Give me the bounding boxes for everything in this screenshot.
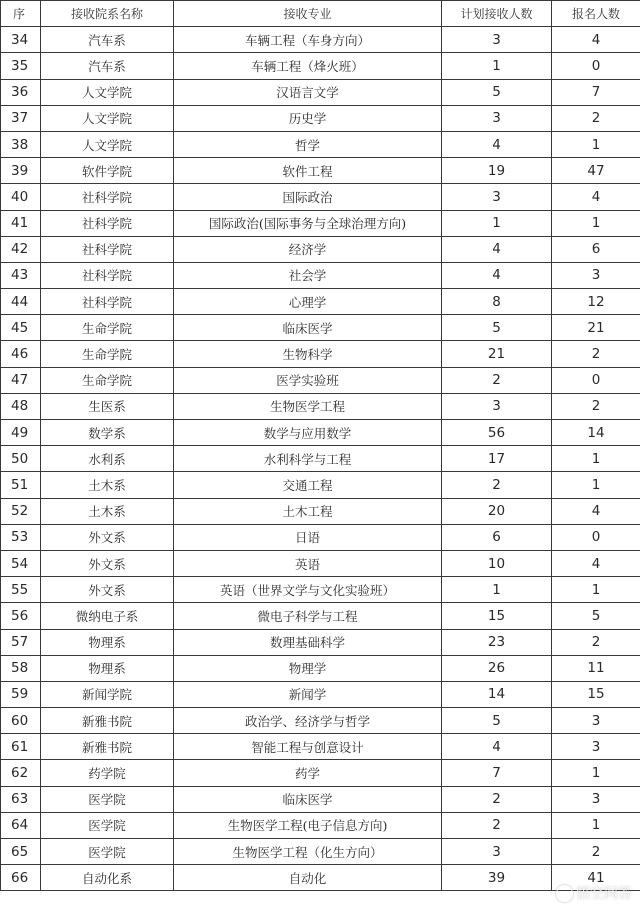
cell-major: 国际政治(国际事务与全球治理方向) [174,210,442,236]
cell-major: 汉语言文学 [174,79,442,105]
cell-seq: 38 [1,131,41,157]
cell-seq: 55 [1,577,41,603]
cell-plan: 1 [442,577,552,603]
cell-seq: 61 [1,734,41,760]
cell-dept: 新雅书院 [41,708,174,734]
cell-seq: 48 [1,393,41,419]
table-row [1,420,640,446]
cell-seq: 50 [1,446,41,472]
cell-dept: 水利系 [41,446,174,472]
cell-dept: 生命学院 [41,367,174,393]
cell-major: 政治学、经济学与哲学 [174,708,442,734]
cell-applicants: 2 [552,629,640,655]
cell-plan: 2 [442,812,552,838]
cell-plan: 7 [442,760,552,786]
cell-dept: 生医系 [41,393,174,419]
cell-applicants: 7 [552,79,640,105]
cell-applicants: 1 [552,210,640,236]
cell-plan: 2 [442,367,552,393]
cell-plan: 4 [442,131,552,157]
cell-major: 历史学 [174,105,442,131]
cell-major: 生物医学工程(电子信息方向) [174,812,442,838]
cell-applicants: 3 [552,262,640,288]
cell-plan: 39 [442,865,552,891]
table-row [1,53,640,79]
cell-applicants: 11 [552,655,640,681]
cell-major: 经济学 [174,236,442,262]
table-row [1,131,640,157]
table-row [1,550,640,576]
cell-seq: 65 [1,839,41,865]
cell-major: 医学实验班 [174,367,442,393]
table-row [1,210,640,236]
cell-seq: 47 [1,367,41,393]
cell-plan: 3 [442,393,552,419]
table-row [1,786,640,812]
table-row [1,184,640,210]
table-row [1,446,640,472]
cell-dept: 人文学院 [41,131,174,157]
table-row [1,341,640,367]
cell-dept: 微纳电子系 [41,603,174,629]
cell-applicants: 21 [552,315,640,341]
cell-seq: 43 [1,262,41,288]
cell-major: 微电子科学与工程 [174,603,442,629]
table-row [1,79,640,105]
table-row [1,865,640,891]
cell-major: 临床医学 [174,786,442,812]
cell-applicants: 1 [552,812,640,838]
cell-plan: 56 [442,420,552,446]
cell-seq: 42 [1,236,41,262]
wukong-logo-icon [556,885,573,902]
cell-applicants: 0 [552,53,640,79]
cell-major: 日语 [174,524,442,550]
cell-plan: 23 [442,629,552,655]
cell-seq: 52 [1,498,41,524]
watermark [556,883,632,903]
watermark-text: 悟空问答 [576,886,632,902]
cell-plan: 1 [442,210,552,236]
cell-applicants: 41 [552,865,640,891]
table-row [1,524,640,550]
cell-dept: 自动化系 [41,865,174,891]
cell-seq: 53 [1,524,41,550]
cell-applicants: 6 [552,236,640,262]
cell-dept: 医学院 [41,839,174,865]
cell-major: 生物医学工程 [174,393,442,419]
cell-major: 新闻学 [174,681,442,707]
table-row [1,236,640,262]
table-row [1,839,640,865]
cell-major: 交通工程 [174,472,442,498]
cell-seq: 36 [1,79,41,105]
cell-plan: 5 [442,708,552,734]
cell-seq: 60 [1,708,41,734]
cell-dept: 药学院 [41,760,174,786]
table-body [1,27,640,891]
cell-plan: 5 [442,79,552,105]
cell-plan: 2 [442,786,552,812]
header-seq: 序 [1,1,41,27]
cell-seq: 45 [1,315,41,341]
table-row [1,262,640,288]
cell-seq: 51 [1,472,41,498]
cell-applicants: 14 [552,420,640,446]
cell-plan: 4 [442,262,552,288]
cell-dept: 外文系 [41,577,174,603]
cell-plan: 4 [442,236,552,262]
cell-seq: 57 [1,629,41,655]
cell-dept: 土木系 [41,498,174,524]
cell-dept: 土木系 [41,472,174,498]
table-row [1,27,640,53]
table-row [1,734,640,760]
cell-applicants: 0 [552,367,640,393]
cell-applicants: 1 [552,446,640,472]
cell-major: 软件工程 [174,158,442,184]
cell-plan: 14 [442,681,552,707]
table-row [1,289,640,315]
cell-plan: 10 [442,550,552,576]
header-dept: 接收院系名称 [41,1,174,27]
cell-dept: 新雅书院 [41,734,174,760]
cell-major: 数理基础科学 [174,629,442,655]
cell-major: 英语 [174,550,442,576]
table-row [1,655,640,681]
cell-dept: 人文学院 [41,79,174,105]
cell-dept: 社科学院 [41,184,174,210]
cell-applicants: 3 [552,734,640,760]
cell-major: 车辆工程（烽火班） [174,53,442,79]
cell-applicants: 4 [552,27,640,53]
cell-applicants: 3 [552,786,640,812]
cell-dept: 软件学院 [41,158,174,184]
table-row [1,708,640,734]
header-major: 接收专业 [174,1,442,27]
cell-dept: 外文系 [41,524,174,550]
cell-seq: 58 [1,655,41,681]
cell-applicants: 15 [552,681,640,707]
cell-dept: 新闻学院 [41,681,174,707]
cell-major: 土木工程 [174,498,442,524]
table-row [1,603,640,629]
cell-applicants: 2 [552,341,640,367]
cell-dept: 医学院 [41,786,174,812]
cell-plan: 1 [442,53,552,79]
cell-major: 自动化 [174,865,442,891]
cell-applicants: 2 [552,393,640,419]
table-row [1,498,640,524]
cell-seq: 39 [1,158,41,184]
cell-dept: 人文学院 [41,105,174,131]
cell-major: 数学与应用数学 [174,420,442,446]
cell-major: 国际政治 [174,184,442,210]
cell-plan: 3 [442,105,552,131]
cell-plan: 5 [442,315,552,341]
cell-seq: 64 [1,812,41,838]
cell-plan: 2 [442,472,552,498]
cell-seq: 56 [1,603,41,629]
header-applicants: 报名人数 [552,1,640,27]
cell-applicants: 5 [552,603,640,629]
table-row [1,105,640,131]
cell-seq: 34 [1,27,41,53]
cell-applicants: 1 [552,760,640,786]
cell-major: 智能工程与创意设计 [174,734,442,760]
cell-dept: 数学系 [41,420,174,446]
table-row [1,367,640,393]
cell-seq: 46 [1,341,41,367]
table-row [1,393,640,419]
cell-applicants: 1 [552,472,640,498]
cell-major: 车辆工程（车身方向） [174,27,442,53]
cell-dept: 社科学院 [41,262,174,288]
cell-seq: 49 [1,420,41,446]
cell-dept: 社科学院 [41,210,174,236]
cell-seq: 66 [1,865,41,891]
table-row [1,681,640,707]
cell-dept: 物理系 [41,655,174,681]
table-row [1,472,640,498]
table-row [1,629,640,655]
cell-major: 水利科学与工程 [174,446,442,472]
table-row [1,812,640,838]
cell-major: 生物科学 [174,341,442,367]
table-header-row [1,1,640,27]
cell-applicants: 1 [552,577,640,603]
cell-applicants: 4 [552,498,640,524]
cell-plan: 20 [442,498,552,524]
cell-seq: 40 [1,184,41,210]
cell-major: 心理学 [174,289,442,315]
table-row [1,158,640,184]
cell-dept: 医学院 [41,812,174,838]
table-row [1,577,640,603]
cell-applicants: 0 [552,524,640,550]
cell-major: 药学 [174,760,442,786]
cell-plan: 17 [442,446,552,472]
cell-dept: 外文系 [41,550,174,576]
cell-major: 英语（世界文学与文化实验班） [174,577,442,603]
cell-seq: 59 [1,681,41,707]
cell-seq: 62 [1,760,41,786]
cell-seq: 37 [1,105,41,131]
table-row [1,760,640,786]
cell-plan: 21 [442,341,552,367]
cell-major: 物理学 [174,655,442,681]
cell-dept: 社科学院 [41,289,174,315]
cell-dept: 汽车系 [41,27,174,53]
cell-plan: 15 [442,603,552,629]
header-plan: 计划接收人数 [442,1,552,27]
table-row [1,315,640,341]
cell-major: 社会学 [174,262,442,288]
cell-plan: 4 [442,734,552,760]
cell-seq: 35 [1,53,41,79]
cell-dept: 社科学院 [41,236,174,262]
cell-seq: 44 [1,289,41,315]
cell-major: 生物医学工程（化生方向） [174,839,442,865]
cell-major: 临床医学 [174,315,442,341]
cell-applicants: 47 [552,158,640,184]
cell-plan: 26 [442,655,552,681]
cell-seq: 41 [1,210,41,236]
cell-plan: 19 [442,158,552,184]
cell-dept: 物理系 [41,629,174,655]
cell-dept: 生命学院 [41,315,174,341]
cell-dept: 汽车系 [41,53,174,79]
cell-applicants: 12 [552,289,640,315]
cell-dept: 生命学院 [41,341,174,367]
cell-plan: 3 [442,839,552,865]
cell-plan: 6 [442,524,552,550]
cell-plan: 3 [442,184,552,210]
cell-plan: 8 [442,289,552,315]
cell-applicants: 4 [552,550,640,576]
cell-applicants: 3 [552,708,640,734]
cell-applicants: 2 [552,105,640,131]
cell-seq: 54 [1,550,41,576]
cell-applicants: 4 [552,184,640,210]
cell-applicants: 1 [552,131,640,157]
cell-plan: 3 [442,27,552,53]
cell-applicants: 2 [552,839,640,865]
cell-seq: 63 [1,786,41,812]
cell-major: 哲学 [174,131,442,157]
